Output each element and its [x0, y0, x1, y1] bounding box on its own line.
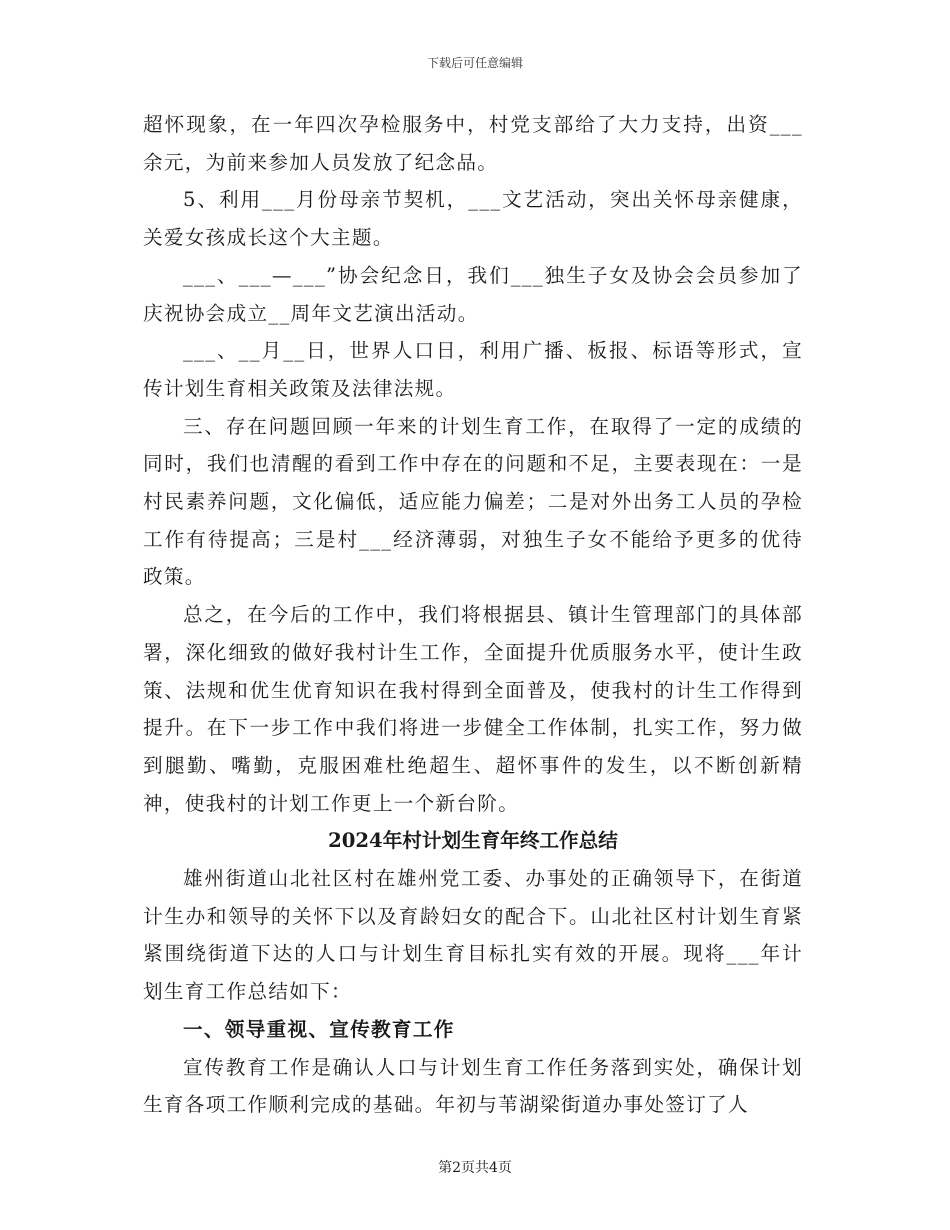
page-header: 下载后可任意编辑 [426, 56, 523, 70]
page-footer: 第2页共4页 [438, 1160, 512, 1176]
paragraph-3: ___、___—___”协会纪念日，我们___独生子女及协会会员参加了庆祝协会成立__周年文艺演出活动。 [143, 263, 803, 325]
paragraph-2: 5、利用___月份母亲节契机，___文艺活动，突出关怀母亲健康，关爱女孩成长这个大主题。 [143, 188, 803, 250]
paragraph-6: 总之，在今后的工作中，我们将根据县、镇计生管理部门的具体部署，深化细致的做好我村计生工作，全面提升优质服务水平，使计生政策、法规和优生优育知识在我村得到全面普及，使我村的计生工作得到提升。在下一步工作中我们将进一步健全工作体制，扎实工作，努力做到腿勤、嘴勤，克服困难杜绝超生、超怀事件的发生，以不断创新精神，使我村的计划工作更上一个新台阶。 [143, 603, 803, 815]
document-title: 2024年村计划生育年终工作总结 [328, 829, 618, 853]
section-heading-1: 一、领导重视、宣传教育工作 [183, 1017, 455, 1041]
paragraph-4: ___、__月__日，世界人口日，利用广播、板报、标语等形式，宣传计划生育相关政策及法律法规。 [143, 339, 803, 400]
paragraph-7: 雄州街道山北社区村在雄州党工委、办事处的正确领导下，在街道计生办和领导的关怀下以及育龄妇女的配合下。山北社区村计划生育紧紧围绕街道下达的人口与计划生育目标扎实有效的开展。现将___年计划生育工作总结如下： [143, 867, 803, 1004]
paragraph-1: 超怀现象，在一年四次孕检服务中，村党支部给了大力支持，出资___余元，为前来参加人员发放了纪念品。 [143, 113, 803, 174]
paragraph-8: 宣传教育工作是确认人口与计划生育工作任务落到实处，确保计划生育各项工作顺利完成的基础。年初与苇湖梁街道办事处签订了人 [143, 1055, 803, 1117]
document-body [143, 106, 803, 1124]
paragraph-5: 三、存在问题回顾一年来的计划生育工作，在取得了一定的成绩的同时，我们也清醒的看到工作中存在的问题和不足，主要表现在：一是村民素养问题，文化偏低，适应能力偏差；二是对外出务工人员的孕检工作有待提高；三是村___经济薄弱，对独生子女不能给予更多的优待政策。 [143, 414, 803, 589]
